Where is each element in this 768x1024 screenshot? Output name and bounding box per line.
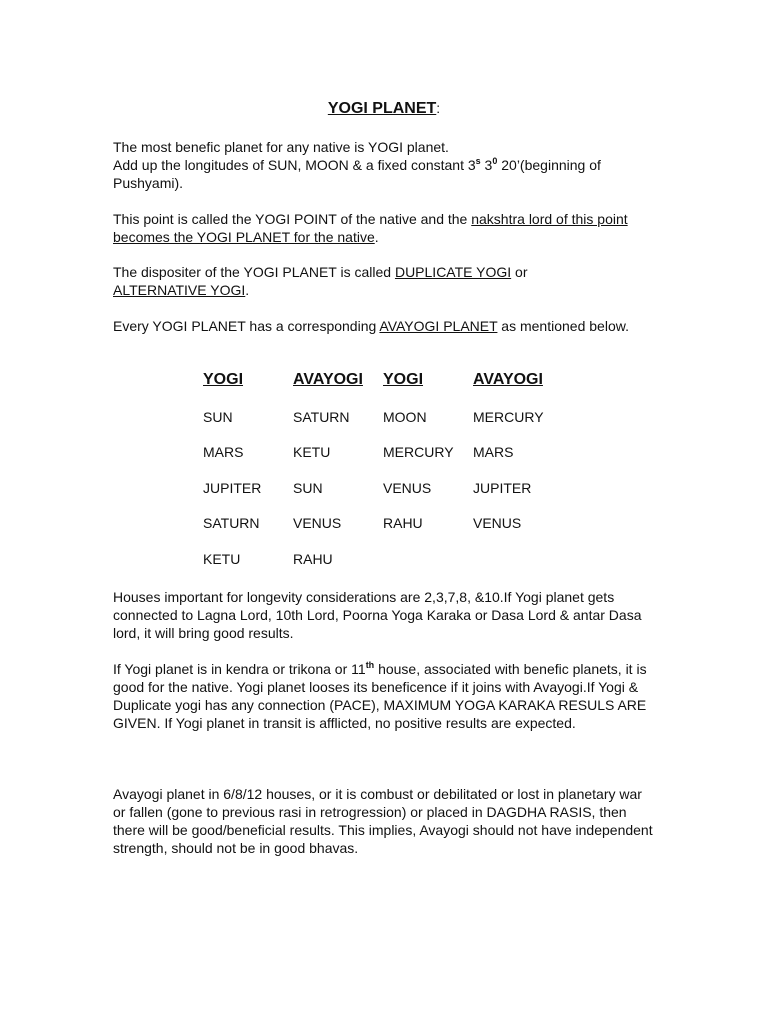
p2-text-a: This point is called the YOGI POINT of the native and the [113, 211, 472, 227]
header-yogi-1: YOGI [203, 371, 244, 388]
table-cell: JUPITER [473, 479, 532, 496]
title-row [0, 99, 768, 118]
p4-text-a: Every YOGI PLANET has a corresponding [113, 318, 380, 334]
paragraph-kendra-trikona [113, 660, 658, 732]
table-cell: RAHU [383, 515, 423, 531]
yogi-avayogi-table [203, 370, 583, 583]
table-cell: KETU [293, 444, 331, 460]
p1-line2c: 20’(beginning of Pushyami). [113, 157, 601, 191]
table-cell: VENUS [293, 515, 342, 531]
table-cell: MERCURY [473, 408, 544, 425]
table-row [203, 477, 583, 513]
table-cell: MOON [383, 408, 427, 425]
table-row [203, 548, 583, 584]
p3-text-b: or [511, 264, 528, 280]
table-header-row [203, 370, 583, 406]
table-cell: MARS [473, 444, 514, 460]
table-cell: KETU [203, 550, 241, 567]
table-cell: SATURN [203, 515, 260, 531]
paragraph-yogi-definition [113, 138, 658, 192]
p4-text-b: as mentioned below. [497, 318, 629, 334]
p3-text-c: . [245, 282, 250, 298]
table-cell: VENUS [473, 515, 522, 531]
table-row [203, 441, 583, 477]
p1-sup-s: s [475, 156, 481, 166]
p2-underlined: nakshtra lord of this point becomes the YOGI PLANET for the native [113, 211, 628, 245]
table-cell: MARS [203, 444, 244, 460]
table-cell: MERCURY [383, 444, 454, 460]
table-cell: JUPITER [203, 479, 262, 496]
p6-text-a: If Yogi planet is in kendra or trikona or 11 [113, 661, 366, 677]
header-avayogi-1: AVAYOGI [293, 371, 363, 388]
title-colon: : [436, 100, 441, 116]
paragraph-longevity-houses: Houses important for longevity considerations are 2,3,7,8, &10.If Yogi planet gets connected to Lagna Lord, 10th Lord, Poorna Yoga Karaka or Dasa Lord & antar Dasa lord, it will bring good results. [113, 589, 642, 641]
p1-sup-0: 0 [492, 156, 498, 166]
p4-avayogi-planet: AVAYOGI PLANET [379, 318, 498, 334]
p1-line1: The most benefic planet for any native is YOGI planet. [113, 139, 449, 155]
p2-text-b: . [374, 229, 379, 245]
table-cell: SUN [293, 479, 323, 496]
table-row [203, 406, 583, 442]
header-yogi-2: YOGI [383, 371, 424, 388]
paragraph-yogi-point [113, 210, 658, 246]
paragraph-dispositer [113, 263, 658, 299]
p3-duplicate-yogi: DUPLICATE YOGI [394, 264, 512, 280]
table-cell: VENUS [383, 479, 432, 496]
table-cell: SUN [203, 408, 233, 425]
header-avayogi-2: AVAYOGI [473, 371, 543, 388]
p3-text-a: The dispositer of the YOGI PLANET is called [113, 264, 395, 280]
table-cell: RAHU [293, 550, 333, 567]
paragraph-avayogi [113, 317, 658, 335]
p6-sup-th: th [365, 660, 375, 670]
table-row [203, 512, 583, 548]
paragraph-avayogi-placement: Avayogi planet in 6/8/12 houses, or it is combust or debilitated or lost in planetary war or fallen (gone to previous rasi in retrogression) or placed in DAGDHA RASIS, then there will be good/beneficial results. This implies, Avayogi should not have independent strength, should not be in good bhavas. [113, 786, 653, 856]
p1-line2b: 3 [480, 157, 493, 173]
page-title: YOGI PLANET [327, 100, 437, 117]
table-cell: SATURN [293, 408, 350, 425]
p1-line2a: Add up the longitudes of SUN, MOON & a fixed constant 3 [113, 157, 476, 173]
p6-text-b: house, associated with benefic planets, it is good for the native. Yogi planet looses its beneficence if it joins with Avayogi.If Yogi & Duplicate yogi has any connection (PACE), MAXIMUM YOGA KARAKA RESULS ARE GIVEN. If Yogi planet in transit is afflicted, no positive results are expected. [113, 661, 647, 731]
p3-alternative-yogi: ALTERNATIVE YOGI [113, 282, 246, 298]
